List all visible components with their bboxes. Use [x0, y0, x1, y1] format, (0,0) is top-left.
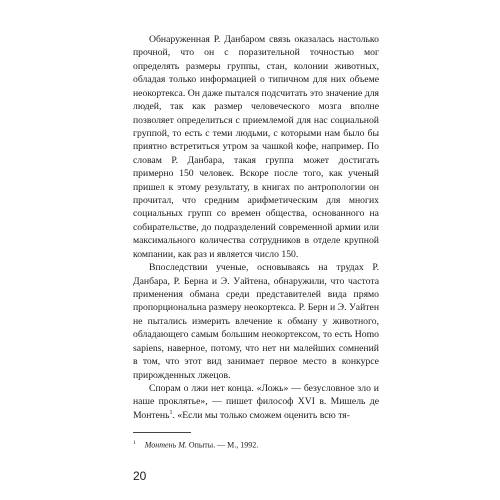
paragraph-1: Обнаруженная Р. Данбаром связь оказалась настолько прочной, что он с поразительной точностью мог определять размеры группы, стан, колонии животных, обладая только информацией о типичном для них объеме неокортекса. Он даже пытался подсчитать это значение для людей, так как размер человеческого мозга вполне позволяет определиться с приемлемой для нас социальной группой, то есть с теми людьми, с которыми нам было бы приятно встретиться утром за чашкой кофе, например. По словам Р. Данбара, такая группа может достигать примерно 150 человек. Вскоре после того, как ученый пришел к этому результату, в книгах по антропологии он прочитал, что средним арифметическим для многих социальных групп со времен общества, основанного на собирательстве, до подразделений современной армии или максимального количества сотрудников в отделе крупной компании, как раз и является число 150. — [133, 34, 379, 260]
footnote-text: Опыты. — М., 1992. — [186, 440, 259, 450]
page-number: 20 — [133, 469, 147, 483]
footnote-separator — [133, 432, 191, 433]
footnote-reference: 1 — [169, 409, 173, 416]
paragraph-2: Впоследствии ученые, основываясь на трудах Р. Данбара, Р. Берна и Э. Уайтена, обнаружили, что частота применения обмана среди представителей вида прямо пропорциональна размеру неокортекса. Р. Берн и Э. Уайтен не пытались измерить влечение к обману у животного, обладающего самым большим неокортексом, то есть Homo sapiens, наверное, потому, что нет ни малейших сомнений в том, что этот вид занимает первое место в конкурсе прирожденных лжецов. — [133, 262, 379, 381]
main-text — [133, 33, 379, 422]
footnote-mark: 1 — [133, 440, 136, 446]
paragraph-3-start: Спорам о лжи нет конца. «Ложь» — безусловное зло и наше проклятье», — пишет философ XVI в. Мишель де Монтень — [133, 382, 379, 421]
footnote — [133, 438, 379, 451]
paragraph-3 — [133, 382, 379, 422]
paragraph-3-end: . «Если мы только сможем оценить всю тя- — [172, 409, 350, 421]
footnote-author: Монтень М. — [144, 440, 187, 450]
